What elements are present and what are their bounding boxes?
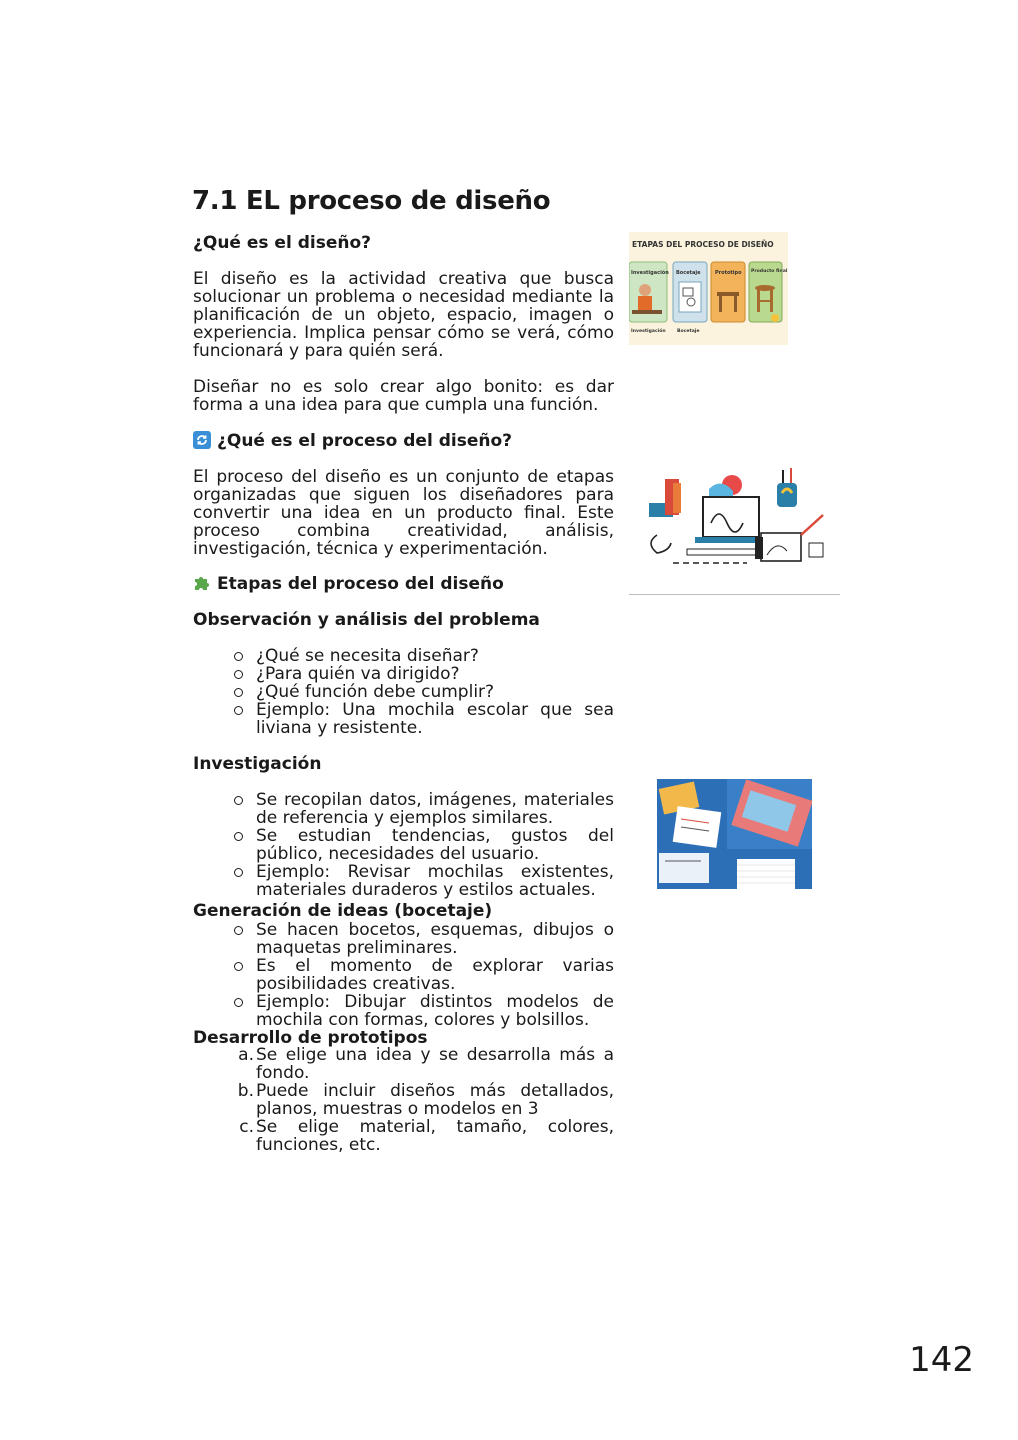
list-item: ¿Qué se necesita diseñar?	[256, 647, 614, 665]
list-item-text: Puede incluir diseños más detallados, planos, muestras o modelos en 3	[256, 1081, 614, 1119]
heading-prototypes: Desarrollo de prototipos	[193, 1028, 428, 1048]
list-item: ¿Qué función debe cumplir?	[256, 683, 614, 701]
observation-list	[256, 647, 614, 737]
paragraph-process-definition: El proceso del diseño es un conjunto de etapas organizadas que siguen los diseñadores para convertir una idea en un producto final. Este proceso combina creatividad, análisis, investigación, técnica y experimentación.	[193, 467, 614, 559]
list-item-text: Se elige una idea y se desarrolla más a fondo.	[256, 1045, 614, 1083]
list-item: Se hacen bocetos, esquemas, dibujos o maquetas preliminares.	[256, 920, 614, 958]
stage-label: Producto final	[751, 269, 788, 274]
list-item: Es el momento de explorar varias posibilidades creativas.	[256, 956, 614, 994]
design-tools-illustration	[637, 465, 832, 570]
infographic-bottom-label: Bocetaje	[677, 329, 700, 334]
stage-label: Bocetaje	[676, 270, 701, 276]
paragraph-design-purpose: Diseñar no es solo crear algo bonito: es dar forma a una idea para que cumpla una función.	[193, 377, 614, 415]
list-item	[237, 1081, 614, 1119]
page-number: 142	[909, 1340, 974, 1380]
heading-ideas: Generación de ideas (bocetaje)	[193, 901, 493, 921]
puzzle-icon	[193, 574, 211, 592]
list-item: Se estudian tendencias, gustos del público, necesidades del usuario.	[256, 826, 614, 864]
list-item	[238, 1045, 614, 1083]
stage-label: Prototipo	[715, 270, 742, 276]
desk-workspace-image	[657, 779, 812, 889]
list-item: Se recopilan datos, imágenes, materiales de referencia y ejemplos similares.	[256, 790, 614, 828]
heading-stages-label: Etapas del proceso del diseño	[217, 574, 504, 594]
heading-design-process	[193, 431, 512, 451]
stages-infographic-image	[629, 232, 788, 345]
heading-stages	[193, 574, 504, 594]
infographic-bottom-label: Investigación	[631, 329, 666, 334]
infographic-title: ETAPAS DEL PROCESO DE DISEÑO	[632, 240, 774, 249]
list-item	[239, 1117, 614, 1155]
stage-label: Investigación	[631, 270, 669, 276]
prototypes-list	[237, 1045, 614, 1155]
page-title: 7.1 EL proceso de diseño	[192, 186, 551, 216]
list-marker: b.	[237, 1081, 254, 1101]
heading-research: Investigación	[193, 754, 322, 774]
ideas-list	[256, 921, 614, 1029]
heading-design-process-label: ¿Qué es el proceso del diseño?	[217, 431, 512, 451]
list-item-text: Se elige material, tamaño, colores, funciones, etc.	[256, 1117, 614, 1155]
heading-what-is-design: ¿Qué es el diseño?	[193, 233, 371, 253]
refresh-icon	[193, 431, 211, 449]
list-item: Ejemplo: Una mochila escolar que sea liviana y resistente.	[256, 700, 614, 738]
list-marker: c.	[239, 1117, 254, 1137]
list-marker: a.	[238, 1045, 254, 1065]
research-list	[256, 791, 614, 899]
list-item: Ejemplo: Dibujar distintos modelos de mochila con formas, colores y bolsillos.	[256, 992, 614, 1030]
heading-observation: Observación y análisis del problema	[193, 610, 540, 630]
divider	[629, 594, 840, 595]
paragraph-design-definition: El diseño es la actividad creativa que busca solucionar un problema o necesidad mediante la planificación de un objeto, espacio, imagen o experiencia. Implica pensar cómo se verá, cómo funcionará y para quién será.	[193, 269, 614, 361]
list-item: ¿Para quién va dirigido?	[256, 665, 614, 683]
list-item: Ejemplo: Revisar mochilas existentes, materiales duraderos y estilos actuales.	[256, 862, 614, 900]
